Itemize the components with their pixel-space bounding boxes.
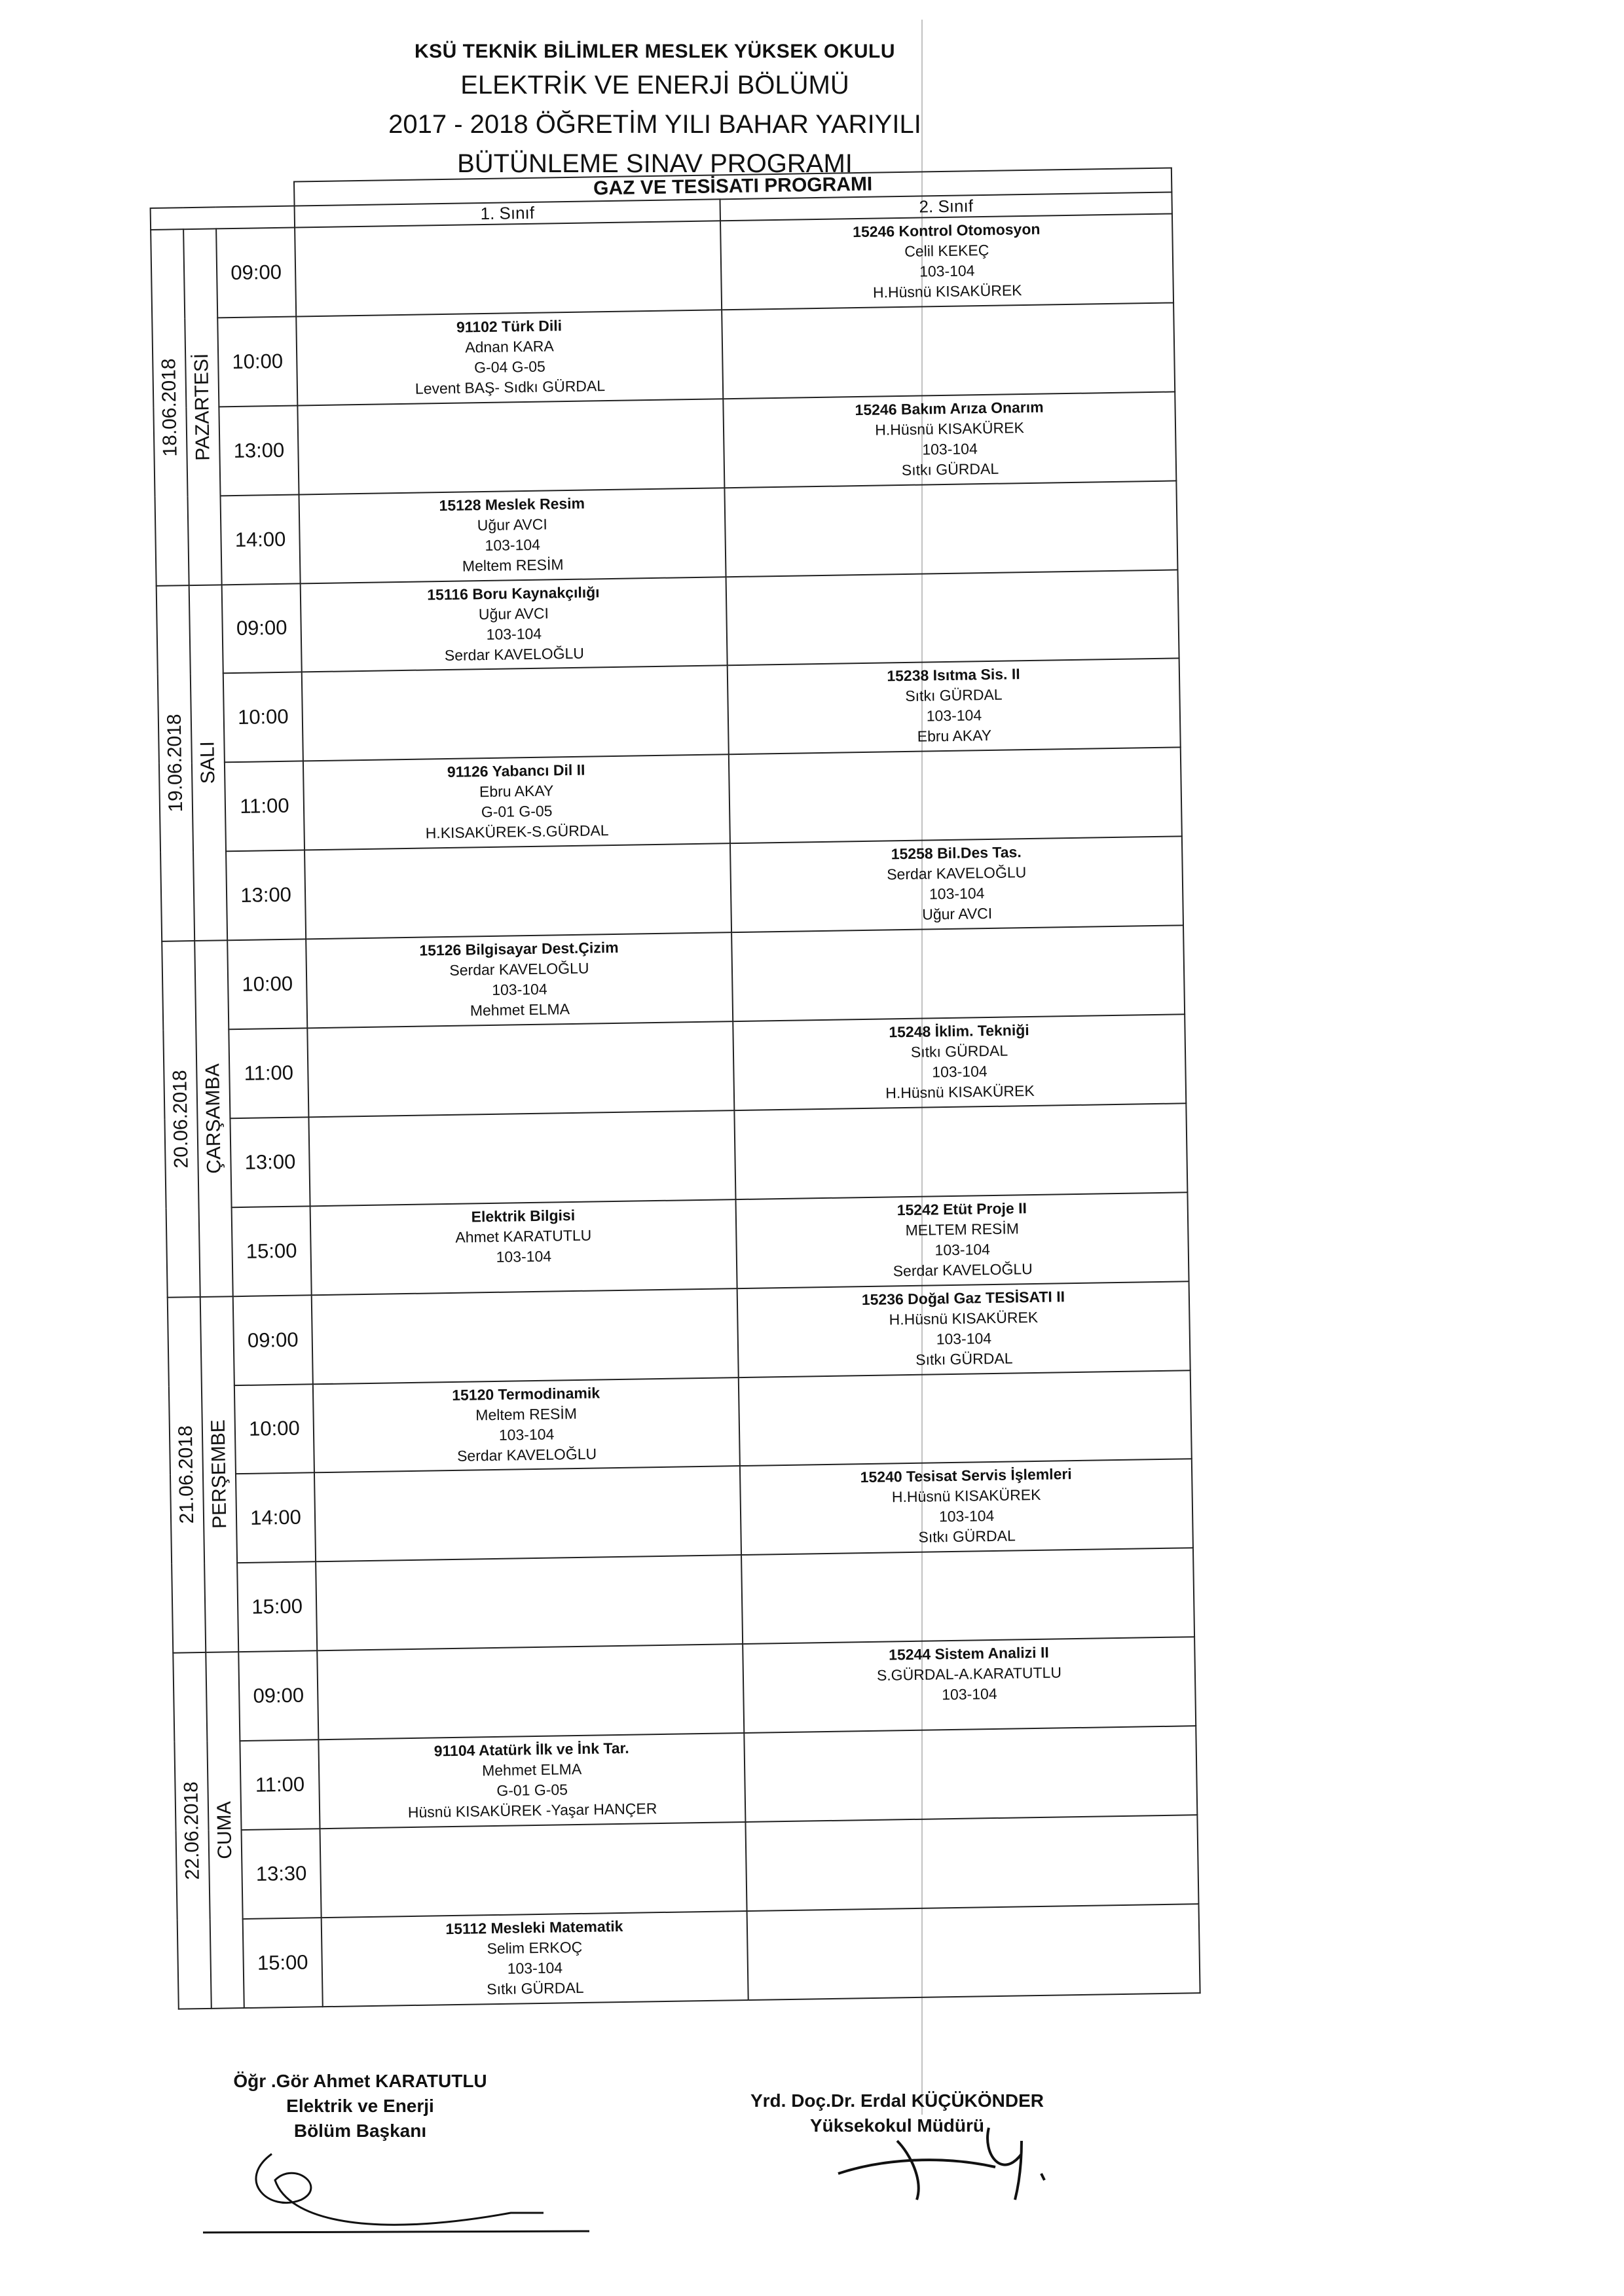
- class-1-cell: [303, 755, 730, 850]
- time-slot: 13:00: [219, 405, 299, 496]
- table-row: [164, 1103, 1187, 1208]
- class-1-cell: [316, 1555, 743, 1650]
- exam-room: 103-104: [932, 1063, 987, 1081]
- class-2-cell: [720, 213, 1173, 310]
- instructor: H.Hüsnü KISAKÜREK: [891, 1486, 1041, 1506]
- proctor: H.Hüsnü KISAKÜREK: [885, 1082, 1035, 1102]
- signer-name: Yrd. Doç.Dr. Erdal KÜÇÜKÖNDER: [750, 2090, 1044, 2111]
- exam-entry: [301, 577, 727, 668]
- exam-room: 103-104: [486, 625, 542, 643]
- table-row: [152, 302, 1175, 407]
- table-row: [160, 837, 1183, 941]
- exam-entry: [733, 1015, 1185, 1106]
- course-code-name: 15242 Etüt Proje II: [896, 1199, 1027, 1219]
- table-row: [151, 213, 1173, 318]
- exam-entry: [741, 1460, 1192, 1551]
- course-code-name: 15126 Bilgisayar Dest.Çizim: [419, 938, 619, 959]
- term-line: 2017 - 2018 ÖĞRETİM YILI BAHAR YARIYILI: [388, 110, 921, 139]
- instructor: Ebru AKAY: [479, 782, 554, 801]
- time-slot: 10:00: [217, 316, 297, 407]
- weekday-cell: [206, 1652, 244, 2009]
- time-slot: 13:00: [226, 850, 306, 941]
- course-code-name: 15240 Tesisat Servis İşlemleri: [860, 1465, 1072, 1486]
- exam-entry: [721, 214, 1173, 305]
- document-title: BÜTÜNLEME SINAV PROGRAMI: [457, 149, 853, 178]
- exam-room: G-04 G-05: [473, 357, 546, 376]
- table-row: [170, 1459, 1193, 1564]
- instructor: Sıtkı GÜRDAL: [905, 686, 1003, 705]
- exam-room: G-01 G-05: [481, 802, 553, 821]
- table-row: [158, 659, 1181, 763]
- exam-entry: [322, 1912, 748, 2002]
- class-1-cell: [318, 1733, 745, 1829]
- exam-room: 103-104: [507, 1959, 563, 1977]
- class-2-cell: [740, 1459, 1193, 1556]
- course-code-name: 91104 Atatürk İlk ve İnk Tar.: [434, 1739, 629, 1760]
- program-name: GAZ VE TESİSATI PROGRAMI: [294, 168, 1172, 206]
- time-slot: 11:00: [225, 761, 304, 852]
- exam-entry: [728, 659, 1180, 750]
- class-1-cell: [314, 1466, 741, 1561]
- proctor: H.Hüsnü KISAKÜREK: [872, 282, 1022, 301]
- class-2-cell: [737, 1281, 1190, 1377]
- weekday-cell: [183, 228, 222, 585]
- date-cell: [173, 1652, 212, 2009]
- class-1-cell: [308, 1110, 735, 1206]
- time-slot: 15:00: [232, 1206, 312, 1296]
- proctor: Ebru AKAY: [917, 727, 992, 746]
- exam-entry: [743, 1637, 1194, 1708]
- instructor: H.Hüsnü KISAKÜREK: [889, 1308, 1039, 1328]
- table-row: [174, 1726, 1197, 1831]
- proctor: Sıtkı GÜRDAL: [487, 1978, 584, 1998]
- proctor: Hüsnü KISAKÜREK -Yaşar HANÇER: [407, 1800, 657, 1821]
- table-row: [157, 570, 1179, 674]
- weekday: SALI: [196, 741, 219, 784]
- exam-room: 103-104: [936, 1329, 992, 1347]
- signer-role: Yüksekokul Müdürü: [809, 2115, 985, 2136]
- exam-entry: [319, 1734, 745, 1824]
- exam-room: 103-104: [496, 1247, 552, 1266]
- time-slot: 10:00: [227, 939, 307, 1029]
- class-1-cell: [295, 221, 722, 316]
- weekday: PERŞEMBE: [207, 1419, 231, 1529]
- class-2-cell: [730, 837, 1183, 933]
- exam-entry: [304, 756, 729, 846]
- instructor: Sıtkı GÜRDAL: [910, 1042, 1008, 1061]
- proctor: Sıtkı GÜRDAL: [915, 1349, 1013, 1368]
- proctor: Serdar KAVELOĞLU: [893, 1260, 1033, 1280]
- time-slot: 09:00: [238, 1650, 318, 1741]
- class-1-cell: [306, 932, 733, 1028]
- table-row: [172, 1548, 1194, 1653]
- table-row: [176, 1815, 1199, 1920]
- school-name: KSÜ TEKNİK BİLİMLER MESLEK YÜKSEK OKULU: [415, 41, 895, 62]
- class-header-1: 1. Sınıf: [295, 199, 720, 228]
- date-cell: [162, 941, 200, 1297]
- time-slot: 10:00: [223, 672, 303, 763]
- exam-room: G-01 G-05: [496, 1781, 568, 1800]
- time-slot: 14:00: [236, 1473, 316, 1563]
- corner-cell: [150, 182, 295, 208]
- exam-entry: [731, 837, 1183, 928]
- class-2-cell: [744, 1726, 1197, 1822]
- table-row: [168, 1281, 1190, 1386]
- instructor: MELTEM RESİM: [905, 1220, 1020, 1239]
- signer-name: Öğr .Gör Ahmet KARATUTLU: [233, 2071, 487, 2091]
- class-2-cell: [723, 392, 1176, 488]
- time-slot: 09:00: [233, 1295, 313, 1385]
- course-code-name: 15238 Isıtma Sis. II: [887, 665, 1020, 685]
- weekday-cell: [194, 940, 233, 1296]
- date-cell: [157, 585, 195, 941]
- exam-entry: [306, 933, 732, 1023]
- class-2-cell: [722, 302, 1175, 399]
- time-slot: 09:00: [216, 227, 296, 318]
- exam-room: 103-104: [922, 439, 978, 458]
- department-name: ELEKTRİK VE ENERJİ BÖLÜMÜ: [460, 71, 849, 100]
- instructor: Ahmet KARATUTLU: [455, 1226, 592, 1246]
- course-code-name: Elektrik Bilgisi: [471, 1206, 576, 1226]
- instructor: Selim ERKOÇ: [487, 1938, 583, 1958]
- time-slot: 11:00: [229, 1028, 308, 1118]
- proctor: Sıtkı GÜRDAL: [918, 1527, 1016, 1546]
- exam-room: 103-104: [485, 536, 541, 554]
- class-1-cell: [297, 399, 724, 494]
- instructor: Meltem RESİM: [475, 1404, 578, 1423]
- proctor: H.KISAKÜREK-S.GÜRDAL: [425, 822, 609, 842]
- exam-room: 103-104: [492, 980, 547, 999]
- proctor: Serdar KAVELOĞLU: [456, 1445, 597, 1465]
- exam-entry: [737, 1193, 1189, 1284]
- proctor: Mehmet ELMA: [470, 1000, 570, 1019]
- time-slot: 15:00: [237, 1562, 317, 1652]
- class-header-2: 2. Sınıf: [720, 192, 1172, 221]
- course-code-name: 15116 Boru Kaynakçılığı: [427, 583, 600, 603]
- time-slot: 14:00: [221, 494, 301, 585]
- exam-date: 19.06.2018: [163, 714, 187, 813]
- class-1-cell: [310, 1199, 737, 1295]
- signer-role: Elektrik ve Enerji: [286, 2096, 434, 2116]
- class-2-cell: [739, 1370, 1192, 1467]
- class-1-cell: [317, 1644, 744, 1740]
- table-row: [173, 1637, 1196, 1741]
- time-slot: 09:00: [222, 583, 302, 674]
- course-code-name: 15248 İklim. Tekniği: [889, 1021, 1029, 1041]
- exam-room: 103-104: [934, 1240, 991, 1259]
- weekday: CUMA: [213, 1801, 236, 1860]
- proctor: Uğur AVCI: [922, 905, 993, 923]
- class-2-cell: [734, 1103, 1187, 1199]
- blank-header-cell: [151, 206, 295, 230]
- instructor: Serdar KAVELOĞLU: [449, 959, 589, 979]
- table-row: [153, 392, 1176, 496]
- exam-entry: [314, 1378, 739, 1468]
- table-row: [169, 1370, 1192, 1475]
- exam-entry: [724, 392, 1175, 483]
- exam-room: 103-104: [942, 1685, 997, 1704]
- class-2-cell: [736, 1192, 1189, 1288]
- exam-entry: [300, 488, 726, 579]
- instructor: Adnan KARA: [465, 337, 554, 356]
- date-cell: [151, 229, 189, 585]
- proctor: Meltem RESİM: [462, 555, 564, 575]
- table-row: [163, 1014, 1186, 1119]
- exam-entry: [311, 1200, 736, 1270]
- table-row: [155, 481, 1178, 585]
- weekday-cell: [189, 585, 228, 941]
- proctor: Levent BAŞ- Sıdkı GÜRDAL: [415, 376, 606, 397]
- exam-room: 103-104: [919, 262, 975, 280]
- exam-room: 103-104: [938, 1507, 995, 1525]
- class-1-cell: [304, 843, 731, 939]
- instructor: Uğur AVCI: [478, 604, 549, 623]
- instructor: Mehmet ELMA: [481, 1760, 582, 1779]
- exam-room: 103-104: [926, 706, 982, 725]
- instructor: Uğur AVCI: [477, 515, 547, 534]
- table-row: [177, 1904, 1200, 2009]
- class-2-cell: [745, 1815, 1198, 1911]
- class-1-cell: [301, 577, 728, 672]
- weekday-cell: [200, 1296, 239, 1652]
- instructor: Serdar KAVELOĞLU: [887, 864, 1027, 883]
- course-code-name: 15236 Doğal Gaz TESİSATI II: [861, 1287, 1065, 1308]
- time-slot: 15:00: [243, 1918, 323, 2008]
- class-2-cell: [743, 1637, 1196, 1733]
- class-2-cell: [747, 1904, 1200, 2000]
- exam-schedule-table: [149, 167, 1201, 2009]
- proctor: Serdar KAVELOĞLU: [444, 644, 585, 664]
- handwritten-signature-left: [196, 2141, 602, 2252]
- class-1-cell: [307, 1021, 734, 1117]
- course-code-name: 91102 Türk Dili: [456, 316, 563, 336]
- course-code-name: 15246 Bakım Arıza Onarım: [855, 398, 1044, 418]
- class-1-cell: [299, 488, 726, 583]
- course-code-name: 15258 Bil.Des Tas.: [891, 843, 1022, 863]
- exam-room: 103-104: [498, 1425, 555, 1444]
- class-1-cell: [320, 1822, 747, 1918]
- table-row: [159, 748, 1182, 852]
- class-2-cell: [731, 925, 1185, 1021]
- exam-date: 20.06.2018: [169, 1069, 193, 1169]
- time-slot: 10:00: [234, 1384, 314, 1474]
- signer-role: Bölüm Başkanı: [293, 2121, 427, 2141]
- signature-block-head-of-department: [210, 2069, 511, 2143]
- class-2-cell: [724, 481, 1177, 577]
- exam-room: 103-104: [929, 884, 985, 903]
- class-2-cell: [733, 1014, 1186, 1110]
- class-2-cell: [729, 748, 1182, 844]
- instructor: H.Hüsnü KISAKÜREK: [875, 418, 1025, 439]
- time-slot: 13:00: [230, 1117, 310, 1207]
- weekday: PAZARTESİ: [191, 353, 214, 461]
- table-row: [166, 1192, 1189, 1297]
- instructor: S.GÜRDAL-A.KARATUTLU: [876, 1664, 1062, 1685]
- course-code-name: 15120 Termodinamik: [451, 1383, 600, 1404]
- course-code-name: 15128 Meslek Resim: [439, 494, 585, 514]
- exam-entry: [297, 310, 722, 401]
- class-1-cell: [322, 1911, 748, 2007]
- exam-entry: [738, 1282, 1190, 1373]
- exam-date: 21.06.2018: [174, 1425, 198, 1525]
- class-2-cell: [741, 1548, 1194, 1645]
- instructor: Celil KEKEÇ: [904, 241, 989, 260]
- class-1-cell: [312, 1288, 739, 1384]
- handwritten-signature-right: [825, 2115, 1074, 2206]
- class-1-cell: [313, 1377, 740, 1473]
- course-code-name: 91126 Yabancı Dil II: [447, 761, 585, 781]
- table-row: [162, 925, 1185, 1030]
- class-1-cell: [302, 666, 729, 761]
- time-slot: 11:00: [240, 1740, 320, 1830]
- course-code-name: 15112 Mesleki Matematik: [445, 1917, 623, 1938]
- course-code-name: 15246 Kontrol Otomosyon: [852, 220, 1041, 241]
- time-slot: 13:30: [242, 1829, 322, 1919]
- class-2-cell: [726, 570, 1179, 666]
- weekday: ÇARŞAMBA: [202, 1063, 225, 1174]
- class-2-cell: [728, 659, 1181, 755]
- course-code-name: 15244 Sistem Analizi II: [888, 1643, 1049, 1664]
- exam-date: 18.06.2018: [158, 357, 181, 457]
- class-1-cell: [296, 310, 723, 405]
- exam-date: 22.06.2018: [180, 1781, 204, 1880]
- proctor: Sıtkı GÜRDAL: [901, 460, 999, 479]
- date-cell: [168, 1297, 206, 1653]
